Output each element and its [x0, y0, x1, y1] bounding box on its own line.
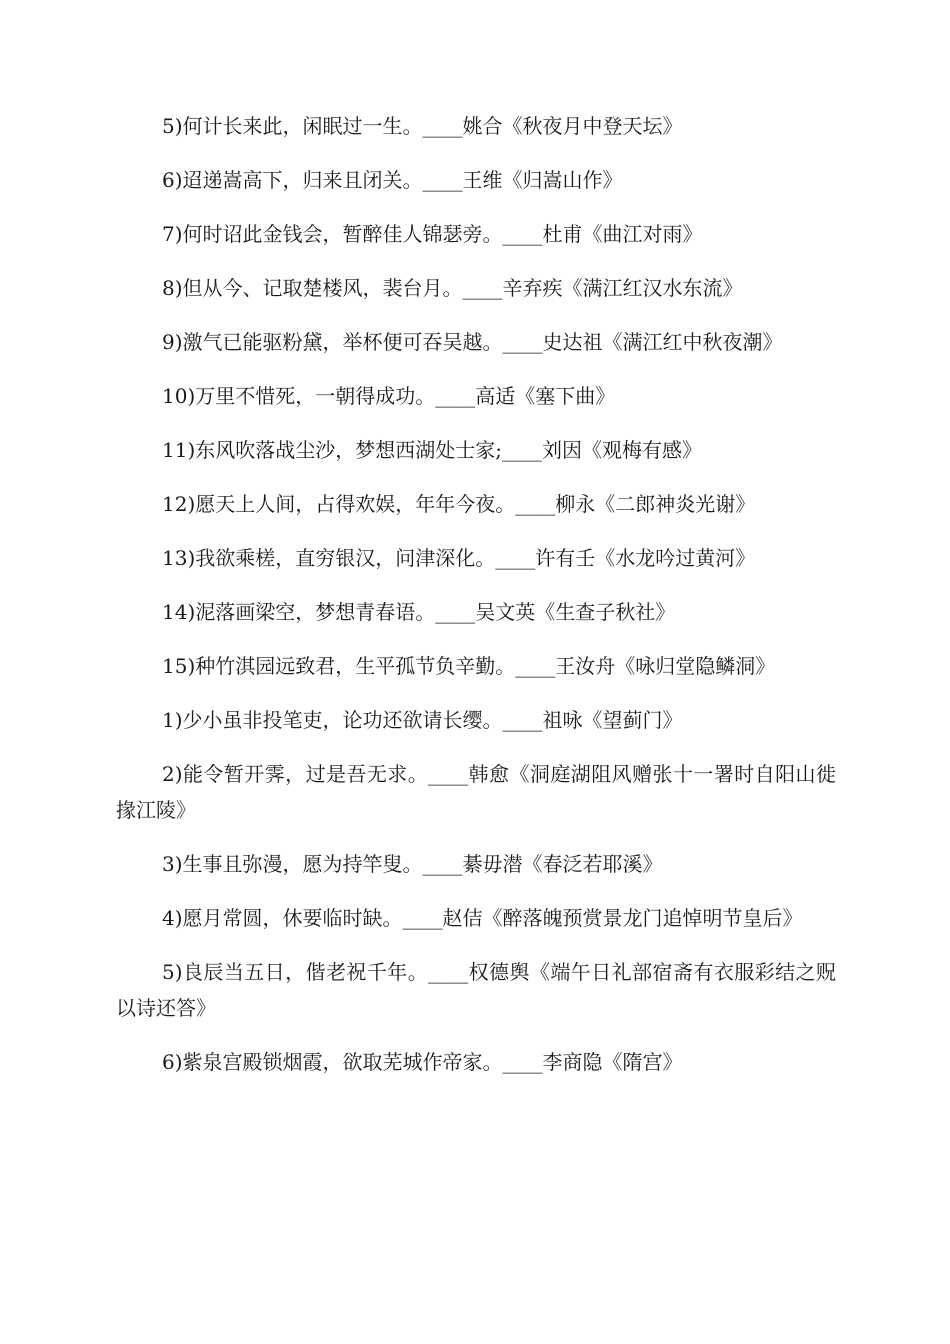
quote-entry: 9)激气已能驱粉黛，举杯便可吞吴越。____史达祖《满江红中秋夜潮》: [162, 330, 783, 354]
quote-entry: 1)少小虽非投笔吏，论功还欲请长缨。____祖咏《望蓟门》: [162, 708, 683, 732]
quote-entry: 4)愿月常圆，休要临时缺。____赵佶《醉落魄预赏景龙门追悼明节皇后》: [162, 906, 803, 930]
quote-entry: 12)愿天上人间，占得欢娱，年年今夜。____柳永《二郎神炎光谢》: [162, 492, 756, 516]
quote-entry: 14)泥落画梁空，梦想青春语。____吴文英《生查子秋社》: [162, 600, 676, 624]
quote-entry: 5)何计长来此，闲眠过一生。____姚合《秋夜月中登天坛》: [162, 114, 683, 138]
quote-entry: 6)紫泉宫殿锁烟霞，欲取芜城作帝家。____李商隐《隋宫》: [162, 1050, 683, 1074]
quote-entry: 5)良辰当五日，偕老祝千年。____权德舆《端午日礼部宿斋有衣服彩结之贶以诗还答》: [116, 960, 836, 1020]
quote-entry: 11)东风吹落战尘沙，梦想西湖处士家;____刘因《观梅有感》: [162, 438, 702, 462]
poem-quote-list: [116, 108, 836, 1098]
quote-entry: 15)种竹淇园远致君，生平孤节负辛勤。____王汝舟《咏归堂隐鳞洞》: [162, 654, 776, 678]
quote-entry: 7)何时诏此金钱会，暂醉佳人锦瑟旁。____杜甫《曲江对雨》: [162, 222, 703, 246]
quote-entry: 2)能令暂开霁，过是吾无求。____韩愈《洞庭湖阻风赠张十一署时自阳山徙掾江陵》: [116, 762, 836, 822]
quote-entry: 3)生事且弥漫，愿为持竿叟。____綦毋潜《春泛若耶溪》: [162, 852, 663, 876]
quote-entry: 10)万里不惜死，一朝得成功。____高适《塞下曲》: [162, 384, 616, 408]
quote-entry: 6)迢递嵩高下，归来且闭关。____王维《归嵩山作》: [162, 168, 623, 192]
quote-entry: 13)我欲乘槎，直穷银汉，问津深化。____许有壬《水龙吟过黄河》: [162, 546, 756, 570]
quote-entry: 8)但从今、记取楚楼风，裴台月。____辛弃疾《满江红汉水东流》: [162, 276, 743, 300]
